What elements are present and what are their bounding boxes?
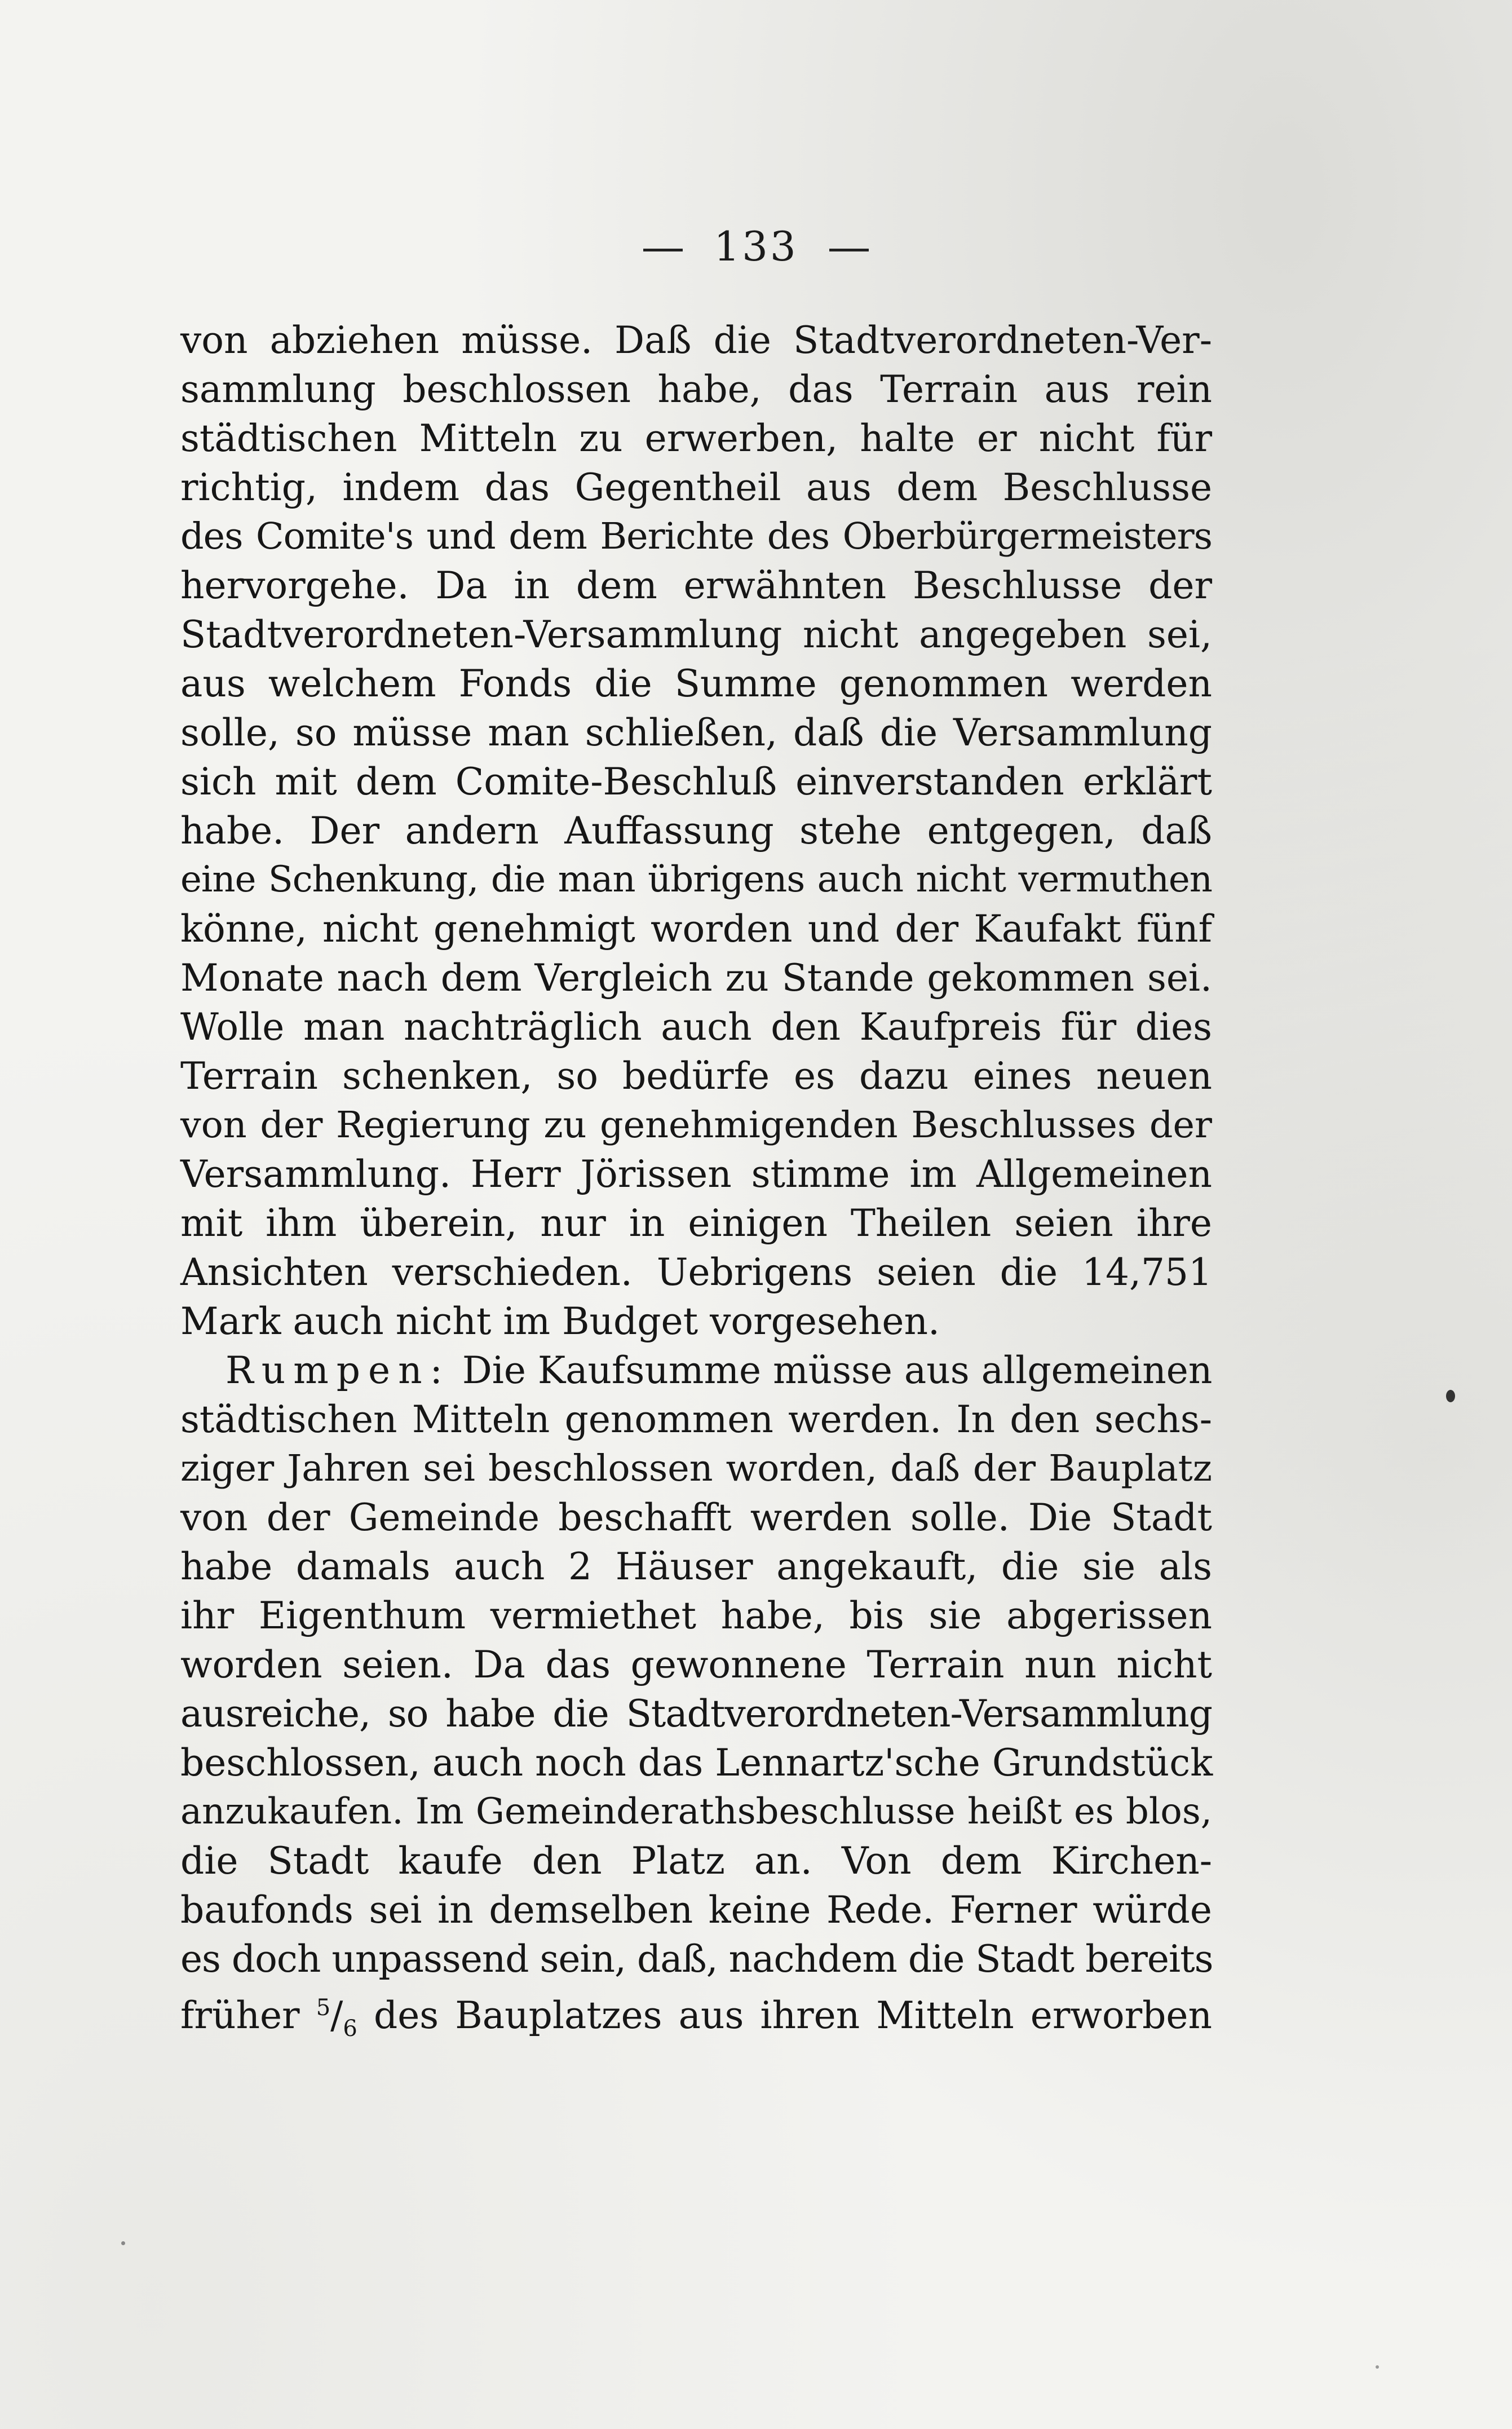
text-line: Wolle man nachträglich auch den Kaufpreis für dies (180, 1005, 1212, 1049)
header-dash-left (643, 249, 683, 251)
text-line: städtischen Mitteln zu erwerben, halte er nicht für (180, 417, 1212, 460)
text-line: sammlung beschlossen habe, das Terrain aus rein (180, 368, 1212, 411)
text-line: worden seien. Da das gewonnene Terrain nun nicht (180, 1643, 1212, 1686)
text-line: hervorgehe. Da in dem erwähnten Beschlusse der (180, 564, 1212, 607)
text-line: solle, so müsse man schließen, daß die Versammlung (180, 711, 1212, 754)
text-line: ziger Jahren sei beschlossen worden, daß der Bauplatz (180, 1447, 1212, 1490)
text-line: Versammlung. Herr Jörissen stimme im Allgemeinen (180, 1152, 1212, 1196)
text-line: könne, nicht genehmigt worden und der Kaufakt fünf (180, 907, 1212, 951)
text-line: sich mit dem Comite-Beschluß einverstanden erklärt (180, 760, 1212, 803)
text-line: von der Gemeinde beschafft werden solle. Die Stadt (180, 1496, 1212, 1539)
body-text (180, 316, 1213, 2042)
text-line: von der Regierung zu genehmigenden Beschlusses der (180, 1104, 1212, 1146)
text-line: die Stadt kaufe den Platz an. Von dem Kirchen- (180, 1839, 1212, 1883)
fraction-line: früher $^5/_6$ des Bauplatzes aus ihren Mitteln erworben (180, 1994, 1213, 2042)
text-line: aus welchem Fonds die Summe genommen werden (180, 662, 1212, 705)
header-dash-right (829, 249, 869, 251)
text-line: Ansichten verschieden. Uebrigens seien die 14,751 (180, 1251, 1212, 1294)
text-line: anzukaufen. Im Gemeinderathsbeschlusse heißt es blos, (180, 1791, 1212, 1832)
speaker-name: Rumpen: (226, 1349, 450, 1392)
text-line: ihr Eigenthum vermiethet habe, bis sie abgerissen (180, 1594, 1212, 1637)
text-line: von abziehen müsse. Daß die Stadtverordneten-Ver- (180, 319, 1212, 362)
text-line: mit ihm überein, nur in einigen Theilen seien ihre (180, 1202, 1212, 1245)
text-line: städtischen Mitteln genommen werden. In den sechs- (180, 1398, 1212, 1441)
page-number: 133 (714, 223, 798, 270)
text-line: Stadtverordneten-Versammlung nicht angegeben sei, (180, 613, 1212, 656)
scan-speck (121, 2241, 125, 2245)
fraction-numerator: 5 (316, 1995, 331, 2021)
scan-speck (1376, 2365, 1379, 2369)
fraction-line-before: früher (180, 1994, 300, 2037)
text-line: baufonds sei in demselben keine Rede. Ferner würde (180, 1888, 1212, 1932)
text-line: es doch unpassend sein, daß, nachdem die Stadt bereits (180, 1937, 1213, 1981)
page-header (0, 223, 1512, 270)
text-line: Terrain schenken, so bedürfe es dazu eines neuen (180, 1054, 1212, 1098)
fraction-denominator: 6 (343, 2016, 357, 2042)
paragraph-first-line (180, 1346, 1212, 1395)
text-line: habe damals auch 2 Häuser angekauft, die sie als (180, 1545, 1212, 1588)
text-line: Monate nach dem Vergleich zu Stande gekommen sei. (180, 956, 1212, 1000)
text-line: beschlossen, auch noch das Lennartz'sche Grundstück (180, 1741, 1213, 1785)
scan-speck (1446, 1390, 1455, 1402)
text-line: des Comite's und dem Berichte des Oberbürgermeisters (180, 515, 1212, 558)
text-line: ausreiche, so habe die Stadtverordneten-Versammlung (180, 1692, 1212, 1735)
text-line: eine Schenkung, die man übrigens auch nicht vermuthen (180, 859, 1212, 900)
text-line: Mark auch nicht im Budget vorgesehen. (180, 1300, 940, 1343)
fraction-line-after: des Bauplatzes aus ihren Mitteln erworben (373, 1994, 1213, 2037)
first-line-text: Die Kaufsumme müsse aus allgemeinen (462, 1349, 1213, 1392)
text-line: habe. Der andern Auffassung stehe entgegen, daß (180, 809, 1212, 853)
text-line: richtig, indem das Gegentheil aus dem Beschlusse (180, 466, 1212, 509)
